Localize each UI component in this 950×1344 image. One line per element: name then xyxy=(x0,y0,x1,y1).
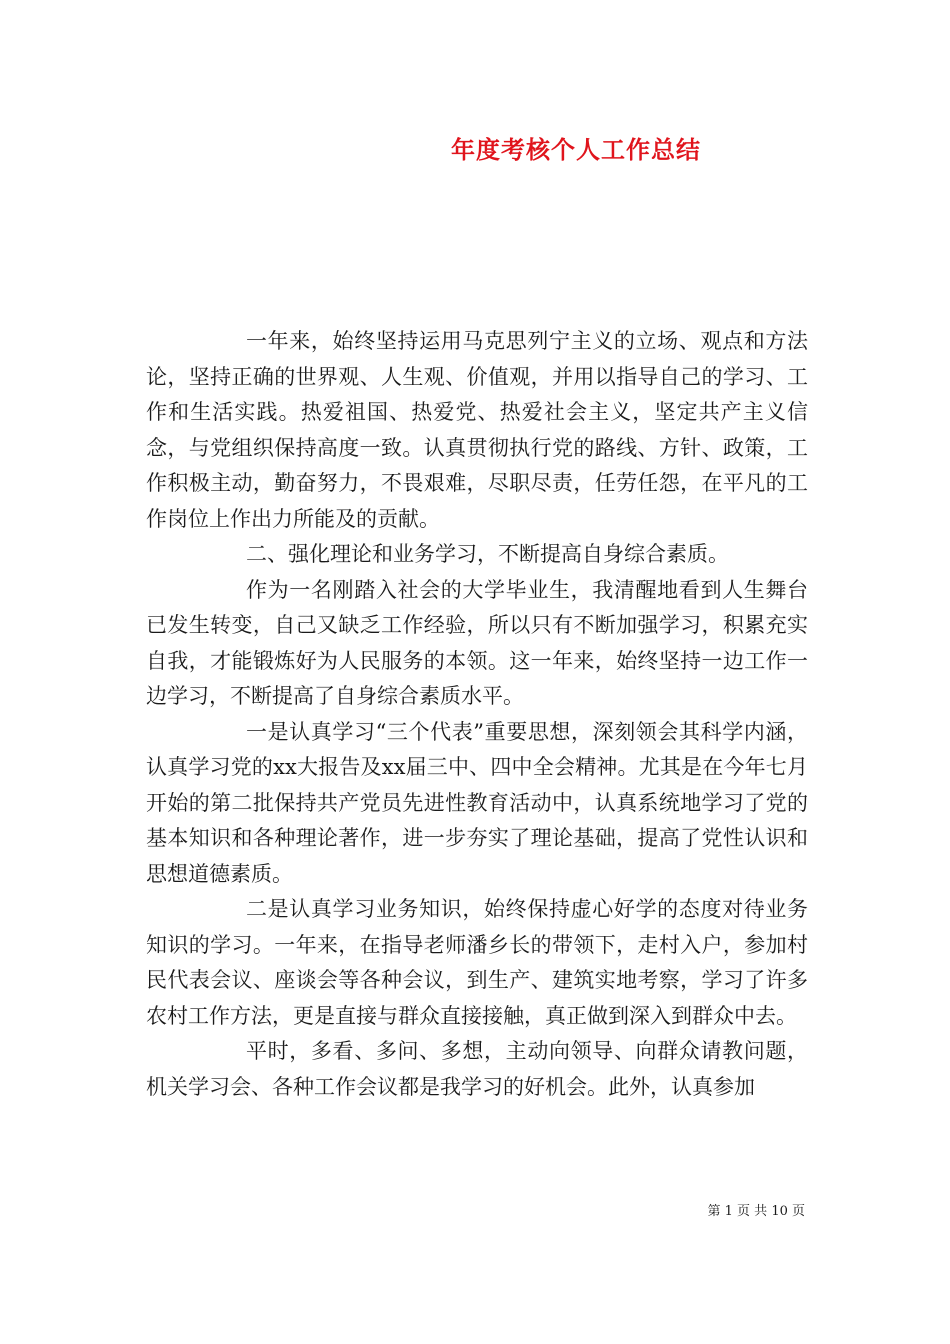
paragraph: 二是认真学习业务知识，始终保持虚心好学的态度对待业务知识的学习。一年来，在指导老师潘乡长的带领下，走村入户，参加村民代表会议、座谈会等各种会议，到生产、建筑实地考察，学习了许多农村工作方法，更是直接与群众直接接触，真正做到深入到群众中去。 xyxy=(146,897,808,1028)
paragraph: 平时，多看、多问、多想，主动向领导、向群众请教问题，机关学习会、各种工作会议都是我学习的好机会。此外，认真参加 xyxy=(146,1039,808,1099)
page-number: 第 1 页 共 10 页 xyxy=(707,1204,805,1219)
section-heading: 二、强化理论和业务学习，不断提高自身综合素质。 xyxy=(246,542,729,566)
paragraph: 一是认真学习“三个代表”重要思想，深刻领会其科学内涵，认真学习党的xx大报告及xx届三中、四中全会精神。尤其是在今年七月开始的第二批保持共产党员先进性教育活动中，认真系统地学习了党的基本知识和各种理论著作，进一步夯实了理论基础，提高了党性认识和思想道德素质。 xyxy=(146,719,808,886)
document-title: 年度考核个人工作总结 xyxy=(451,135,701,164)
document-body xyxy=(146,324,808,1105)
paragraph: 一年来，始终坚持运用马克思列宁主义的立场、观点和方法论，坚持正确的世界观、人生观、价值观，并用以指导自己的学习、工作和生活实践。热爱祖国、热爱党、热爱社会主义，坚定共产主义信念，与党组织保持高度一致。认真贯彻执行党的路线、方针、政策，工作积极主动，勤奋努力，不畏艰难，尽职尽责，任劳任怨，在平凡的工作岗位上作出力所能及的贡献。 xyxy=(146,329,808,531)
paragraph: 作为一名刚踏入社会的大学毕业生，我清醒地看到人生舞台已发生转变，自己又缺乏工作经验，所以只有不断加强学习，积累充实自我，才能锻炼好为人民服务的本领。这一年来，始终坚持一边工作一边学习，不断提高了自身综合素质水平。 xyxy=(146,577,808,708)
